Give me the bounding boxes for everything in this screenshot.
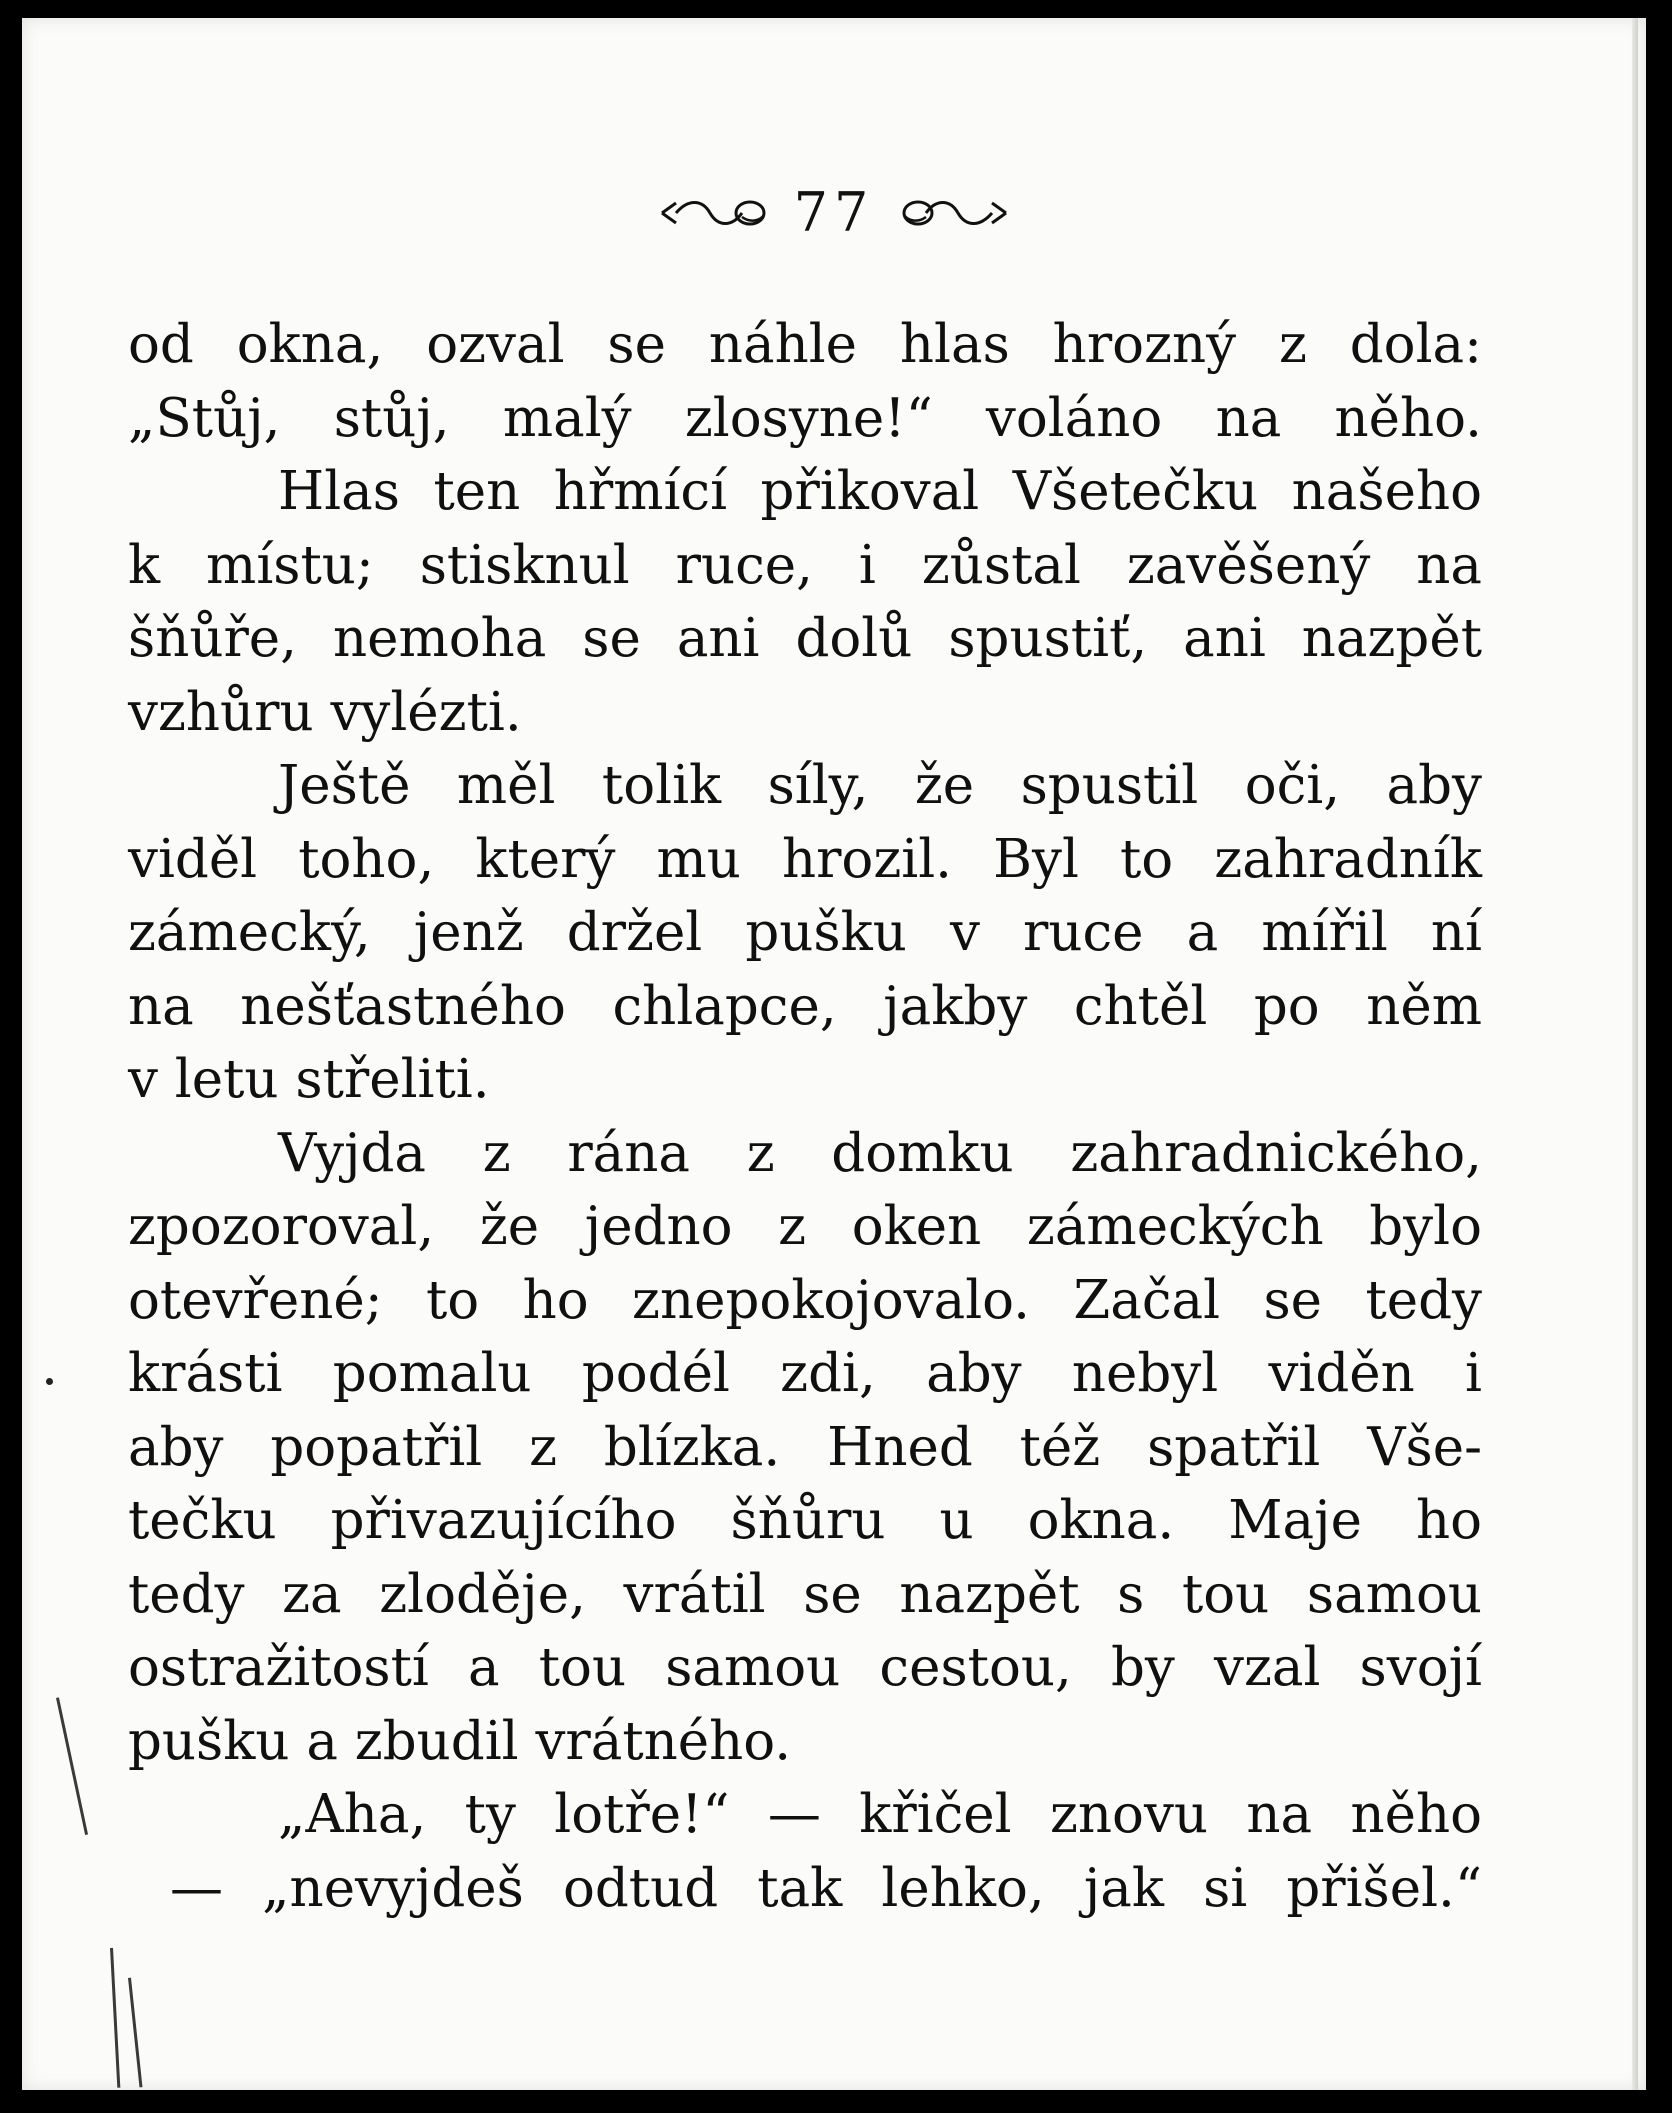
text-line: vzhůru vylézti.: [128, 681, 522, 743]
right-flourish-ornament-icon: [900, 193, 1010, 233]
page-edge-shadow: [1632, 18, 1638, 2090]
page-number: 77: [793, 181, 875, 244]
text-line: — „nevyjdeš odtud tak lehko, jak si přišel.“: [170, 1857, 1482, 1919]
margin-scratch: [56, 1697, 88, 1835]
margin-scratch: [128, 1978, 142, 2088]
text-line: Hlas ten hřmící přikoval Všetečku našeho: [278, 461, 1482, 522]
text-line: viděl toho, který mu hrozil. Byl to zahradník: [128, 828, 1482, 890]
left-flourish-ornament-icon: [658, 193, 768, 233]
text-line: zpozoroval, že jedno z oken zámeckých bylo: [128, 1196, 1482, 1257]
text-line: tedy za zloděje, vrátil se nazpět s tou samou: [128, 1563, 1482, 1625]
text-line: Vyjda z rána z domku zahradnického,: [278, 1122, 1482, 1184]
text-line: „Stůj, stůj, malý zlosyne!“ voláno na něho.: [128, 387, 1482, 449]
page-header: [22, 178, 1646, 248]
ink-speck: [46, 1378, 53, 1385]
text-line: Ještě měl tolik síly, že spustil oči, aby: [278, 755, 1482, 816]
text-line: na nešťastného chlapce, jakby chtěl po něm: [128, 975, 1482, 1037]
text-line: „Aha, ty lotře!“ — křičel znovu na něho: [278, 1784, 1482, 1845]
text-line: ostražitostí a tou samou cestou, by vzal svojí: [128, 1637, 1482, 1698]
margin-scratch: [110, 1948, 120, 2088]
text-line: k místu; stisknul ruce, i zůstal zavěšený na: [128, 534, 1482, 596]
text-line: krásti pomalu podél zdi, aby nebyl viděn i: [128, 1343, 1482, 1404]
text-line: od okna, ozval se náhle hlas hrozný z dola:: [128, 314, 1482, 375]
text-line: aby popatřil z blízka. Hned též spatřil Vše-: [128, 1416, 1482, 1478]
text-line: pušku a zbudil vrátného.: [128, 1710, 792, 1772]
text-line: tečku přivazujícího šňůru u okna. Maje ho: [128, 1490, 1482, 1551]
text-line: zámecký, jenž držel pušku v ruce a mířil ní: [128, 902, 1482, 963]
text-line: v letu střeliti.: [128, 1049, 490, 1110]
body-text: [128, 308, 1482, 1925]
text-line: otevřené; to ho znepokojovalo. Začal se tedy: [128, 1269, 1482, 1331]
text-line: šňůře, nemoha se ani dolů spustiť, ani nazpět: [128, 608, 1482, 669]
book-page: [22, 18, 1646, 2090]
